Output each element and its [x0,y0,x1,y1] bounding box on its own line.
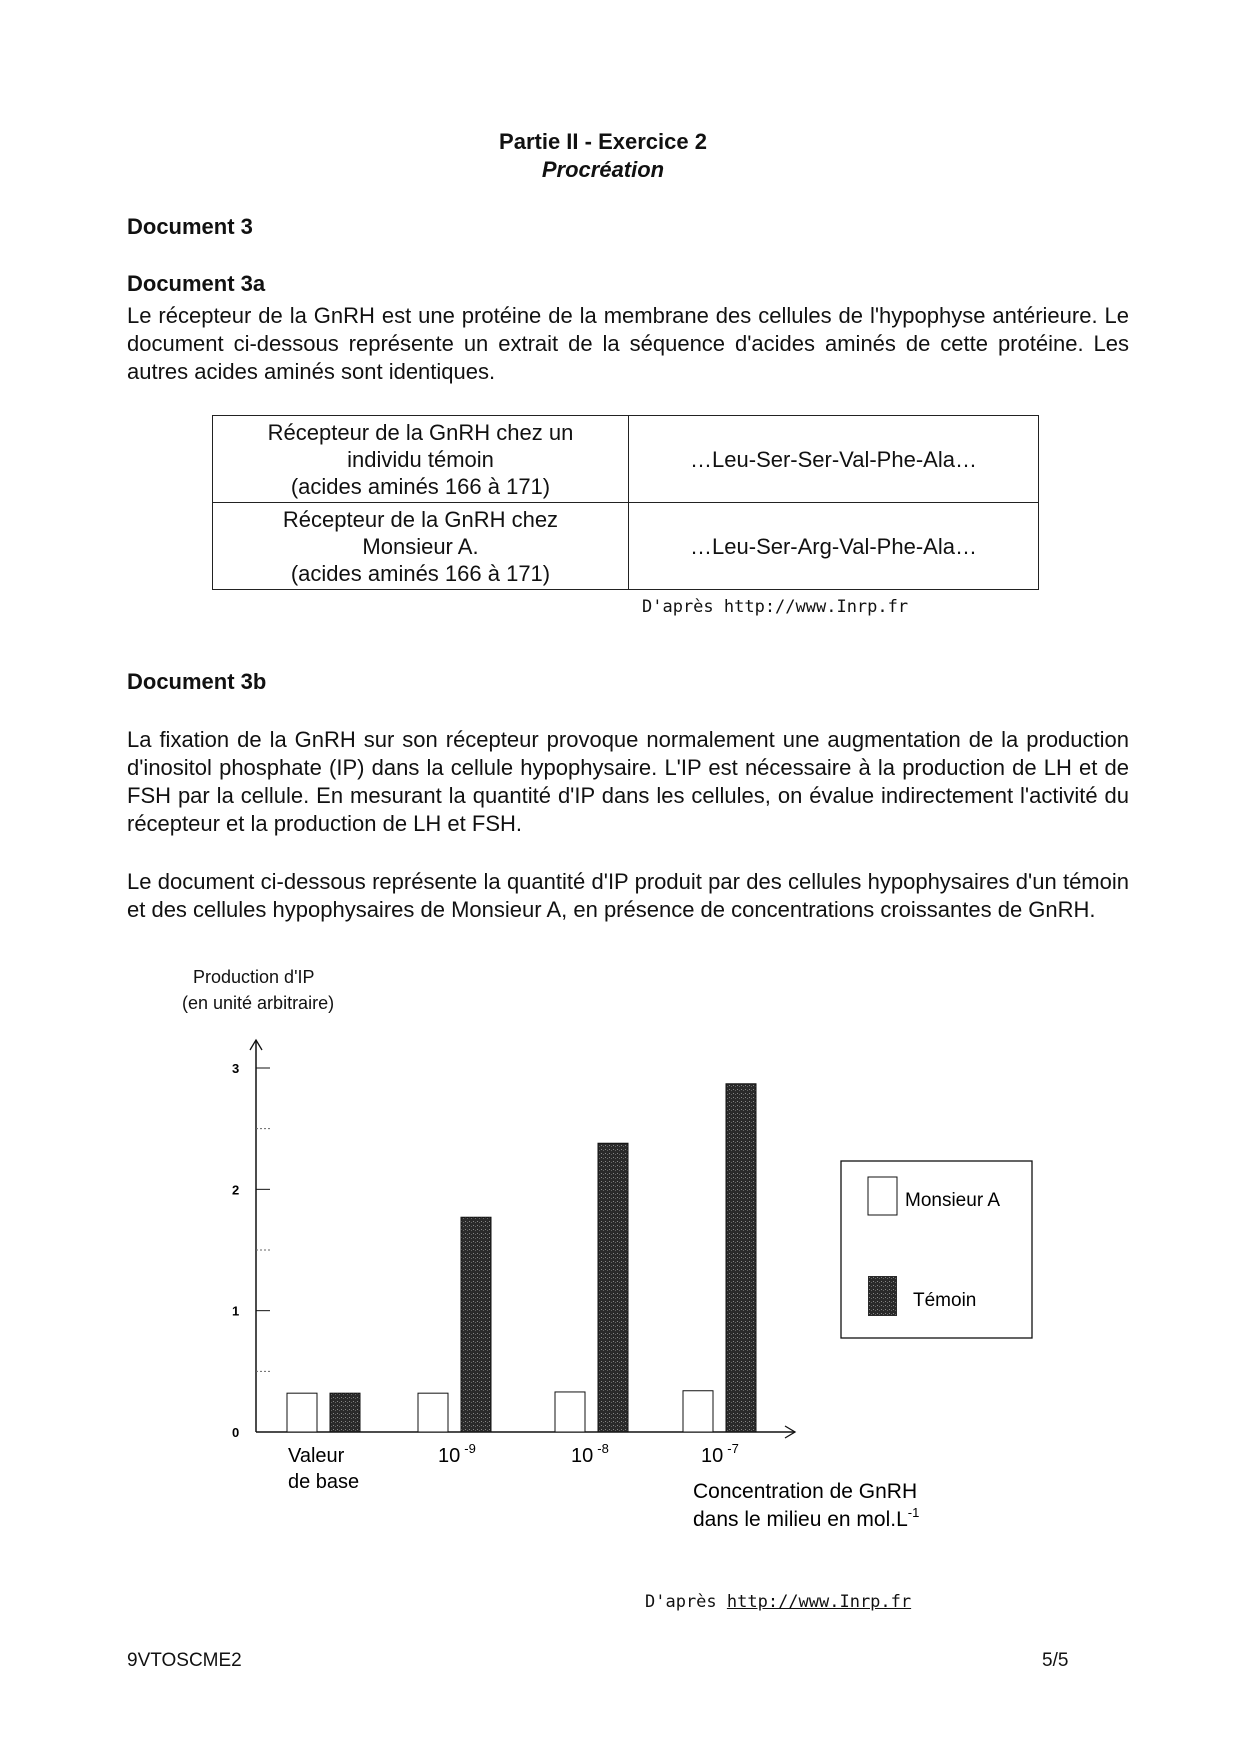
label-line: Monsieur A. [362,533,479,559]
legend-label-temoin: Témoin [913,1290,977,1311]
y-tick-label: 0 [232,1425,240,1440]
x-tick-label [288,1445,345,1467]
legend-swatch-monsieur-a [868,1177,897,1215]
document-3b-text-2: Le document ci-dessous représente la quantité d'IP produit par des cellules hypophysaires d'un témoin et des cellules hypophysaires de Monsieur A, en présence de concentrations croissantes de GnRH. [127,869,1129,922]
bar-monsieur-a-2 [555,1392,585,1432]
document-3-heading: Document 3 [127,214,253,239]
x-axis-label-exp: -1 [907,1505,920,1520]
sequence-cell: …Leu-Ser-Arg-Val-Phe-Ala… [629,503,1039,590]
source-prefix: D'après [645,1592,727,1612]
x-tick-exponent: -7 [727,1441,739,1456]
x-tick-exponent: -9 [464,1441,476,1456]
x-axis-label-text: dans le milieu en mol.L [693,1508,908,1531]
y-tick-label: 3 [232,1061,240,1076]
y-tick-label: 2 [232,1182,240,1198]
page-number: 5/5 [1042,1650,1069,1671]
x-axis-label-2 [693,1505,919,1531]
bar-temoin-2 [598,1143,628,1432]
label-line: (acides aminés 166 à 171) [290,473,551,499]
document-3a-text: Le récepteur de la GnRH est une protéine de la membrane des cellules de l'hypophyse antérieure. Le document ci-dessous représente un extrait de la séquence d'acides aminés de cette protéine. Les autres acides aminés sont identiques. [127,303,1129,384]
document-3b-text-1: La fixation de la GnRH sur son récepteur provoque normalement une augmentation de la production d'inositol phosphate (IP) dans la cellule hypophysaire. L'IP est nécessaire à la production de LH et de FSH par la cellule. En mesurant la quantité d'IP dans les cellules, on évalue indirectement l'activité du récepteur et la production de LH et FSH. [127,727,1129,836]
x-tick-base: 10 [701,1445,724,1467]
x-tick-base: 10 [438,1445,461,1467]
bar-temoin-3 [726,1084,756,1432]
bar-monsieur-a-0 [287,1393,317,1432]
x-axis-label-1: Concentration de GnRH [693,1480,918,1503]
bar-temoin-0 [330,1393,360,1432]
label-line: Récepteur de la GnRH chez un [267,419,574,445]
y-tick-label: 1 [232,1303,240,1319]
bar-monsieur-a-3 [683,1391,713,1432]
label-line: individu témoin [347,446,494,472]
y-axis-label-1: Production d'IP [193,967,315,987]
legend-label-monsieur-a: Monsieur A [905,1190,1001,1211]
x-tick-base: Valeur [288,1445,345,1467]
label-line: (acides aminés 166 à 171) [290,560,551,586]
x-tick-label [571,1441,609,1467]
source-caption: D'après http://www.Inrp.fr [642,597,909,617]
source-link[interactable]: http://www.Inrp.fr [726,1592,912,1612]
exercise-subtitle: Procréation [541,157,665,182]
bar-monsieur-a-1 [418,1393,448,1432]
label-line: Récepteur de la GnRH chez [282,506,559,532]
exercise-title: Partie II - Exercice 2 [499,129,707,154]
x-tick-label [438,1441,476,1467]
x-tick-exponent: -8 [597,1441,609,1456]
x-tick-label [701,1441,739,1467]
x-tick-label-line2: de base [288,1471,360,1493]
bar-temoin-1 [461,1217,491,1432]
y-axis-label-2: (en unité arbitraire) [182,993,335,1013]
sequence-cell: …Leu-Ser-Ser-Val-Phe-Ala… [629,416,1039,503]
legend-swatch-temoin [868,1276,897,1316]
document-3a-heading: Document 3a [127,271,266,296]
document-code: 9VTOSCME2 [127,1650,242,1671]
chart-source [645,1592,911,1612]
x-tick-base: 10 [571,1445,594,1467]
document-3b-heading: Document 3b [127,669,267,694]
